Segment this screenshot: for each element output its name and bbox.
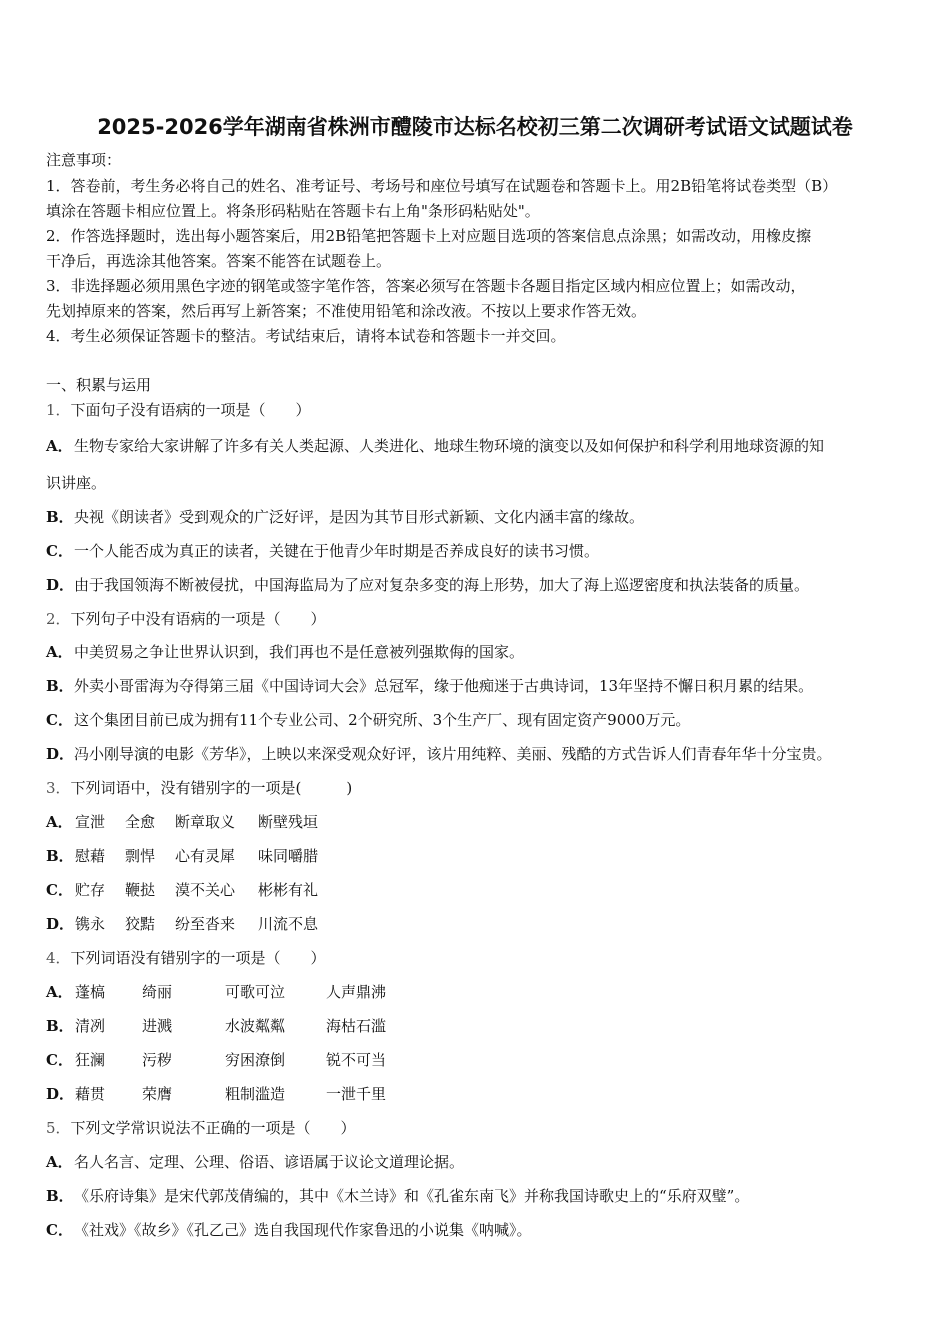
question-2: 2．下列句子中没有语病的一项是（ ） — [46, 610, 326, 628]
note-line: 1．答卷前，考生务必将自己的姓名、准考证号、考场号和座位号填写在试题卷和答题卡上。用2B铅笔将试卷类型（B） — [46, 177, 838, 195]
option-word: 人声鼎沸 — [326, 983, 387, 1001]
option-word: 海枯石滥 — [326, 1017, 387, 1035]
option-word: 荣膺 — [142, 1085, 173, 1103]
note-line: 干净后，再选涂其他答案。答案不能答在试题卷上。 — [46, 252, 392, 270]
option-word: 绮丽 — [142, 983, 173, 1001]
option-a: A．名人名言、定理、公理、俗语、谚语属于议论文道理论据。 — [46, 1153, 465, 1171]
option-word: 水波粼粼 — [225, 1017, 286, 1035]
notes-heading: 注意事项： — [46, 151, 122, 169]
section-heading: 一、积累与运用 — [46, 376, 152, 394]
option-word: 粗制滥造 — [225, 1085, 286, 1103]
note-line: 先划掉原来的答案，然后再写上新答案；不准使用铅笔和涂改液。不按以上要求作答无效。 — [46, 302, 647, 320]
option-d: D． 藉贯 荣膺 粗制滥造 一泄千里 — [46, 1085, 387, 1103]
option-word: 味同嚼腊 — [258, 847, 319, 865]
option-c: C．这个集团目前已成为拥有11个专业公司、2个研究所、3个生产厂、现有固定资产9000万元。 — [46, 711, 691, 729]
option-word: 进溅 — [142, 1017, 173, 1035]
option-word: 狂澜 — [75, 1051, 106, 1069]
option-b: B．《乐府诗集》是宋代郭茂倩编的，其中《木兰诗》和《孔雀东南飞》并称我国诗歌史上的“乐府双璧”。 — [46, 1187, 750, 1205]
option-word: 蓬槁 — [75, 983, 106, 1001]
option-word: 贮存 — [75, 881, 106, 899]
option-b: B． 清冽 进溅 水波粼粼 海枯石滥 — [46, 1017, 387, 1035]
question-number: 1． — [46, 401, 71, 419]
option-a: A． 宣泄 全愈 断章取义 断壁残垣 — [46, 813, 319, 831]
option-b: B． 慰藉 剽悍 心有灵犀 味同嚼腊 — [46, 847, 319, 865]
option-word: 清冽 — [75, 1017, 106, 1035]
option-word: 镌永 — [75, 915, 106, 933]
option-word: 穷困潦倒 — [225, 1051, 286, 1069]
option-word: 锐不可当 — [326, 1051, 387, 1069]
note-line: 3．非选择题必须用黑色字迹的钢笔或签字笔作答，答案必须写在答题卡各题目指定区域内相应位置上；如需改动， — [46, 277, 806, 295]
option-word: 纷至沓来 — [175, 915, 236, 933]
option-c: C． 狂澜 污秽 穷困潦倒 锐不可当 — [46, 1051, 387, 1069]
option-word: 污秽 — [142, 1051, 173, 1069]
option-a: A．生物专家给大家讲解了许多有关人类起源、人类进化、地球生物环境的演变以及如何保护和科学利用地球资源的知 — [46, 437, 825, 455]
option-word: 宣泄 — [75, 813, 106, 831]
option-c: C．一个人能否成为真正的读者，关键在于他青少年时期是否养成良好的读书习惯。 — [46, 542, 600, 560]
option-c: C． 贮存 鞭挞 漠不关心 彬彬有礼 — [46, 881, 319, 899]
option-word: 慰藉 — [75, 847, 106, 865]
option-d: D． 镌永 狡黠 纷至沓来 川流不息 — [46, 915, 319, 933]
option-word: 藉贯 — [75, 1085, 106, 1103]
question-stem: 下面句子没有语病的一项是（ ） — [70, 401, 311, 419]
option-d: D．冯小刚导演的电影《芳华》，上映以来深受观众好评，该片用纯粹、美丽、残酷的方式告诉人们青春年华十分宝贵。 — [46, 745, 832, 763]
note-line: 4．考生必须保证答题卡的整洁。考试结束后，请将本试卷和答题卡一并交回。 — [46, 327, 566, 345]
option-word: 鞭挞 — [125, 881, 156, 899]
note-line: 填涂在答题卡相应位置上。将条形码粘贴在答题卡右上角"条形码粘贴处"。 — [46, 202, 540, 220]
option-word: 狡黠 — [125, 915, 156, 933]
option-b: B．央视《朗读者》受到观众的广泛好评，是因为其节目形式新颖、文化内涵丰富的缘故。 — [46, 508, 645, 526]
option-a: A．中美贸易之争让世界认识到，我们再也不是任意被列强欺侮的国家。 — [46, 643, 525, 661]
question-3: 3．下列词语中，没有错别字的一项是( ) — [46, 779, 353, 797]
question-4: 4．下列词语没有错别字的一项是（ ） — [46, 949, 326, 967]
option-word: 全愈 — [125, 813, 156, 831]
note-line: 2．作答选择题时，选出每小题答案后，用2B铅笔把答题卡上对应题目选项的答案信息点涂黑；如需改动，用橡皮擦 — [46, 227, 812, 245]
option-word: 彬彬有礼 — [258, 881, 319, 899]
option-word: 可歌可泣 — [225, 983, 286, 1001]
page-title: 2025-2026学年湖南省株洲市醴陵市达标名校初三第二次调研考试语文试题试卷 — [97, 115, 853, 139]
option-b: B．外卖小哥雷海为夺得第三届《中国诗词大会》总冠军，缘于他痴迷于古典诗词，13年坚持不懈日积月累的结果。 — [46, 677, 814, 695]
question-5: 5．下列文学常识说法不正确的一项是（ ） — [46, 1119, 356, 1137]
option-word: 断章取义 — [175, 813, 236, 831]
option-word: 漠不关心 — [175, 881, 236, 899]
option-word: 剽悍 — [125, 847, 156, 865]
option-a-cont: 识讲座。 — [46, 474, 107, 492]
option-c: C．《社戏》《故乡》《孔乙己》选自我国现代作家鲁迅的小说集《呐喊》。 — [46, 1221, 532, 1239]
option-word: 断壁残垣 — [258, 813, 319, 831]
option-word: 川流不息 — [258, 915, 319, 933]
option-word: 心有灵犀 — [175, 847, 236, 865]
option-a: A． 蓬槁 绮丽 可歌可泣 人声鼎沸 — [46, 983, 387, 1001]
option-word: 一泄千里 — [326, 1085, 387, 1103]
question-1 — [46, 400, 311, 420]
option-d: D．由于我国领海不断被侵扰，中国海监局为了应对复杂多变的海上形势，加大了海上巡逻密度和执法装备的质量。 — [46, 576, 810, 594]
